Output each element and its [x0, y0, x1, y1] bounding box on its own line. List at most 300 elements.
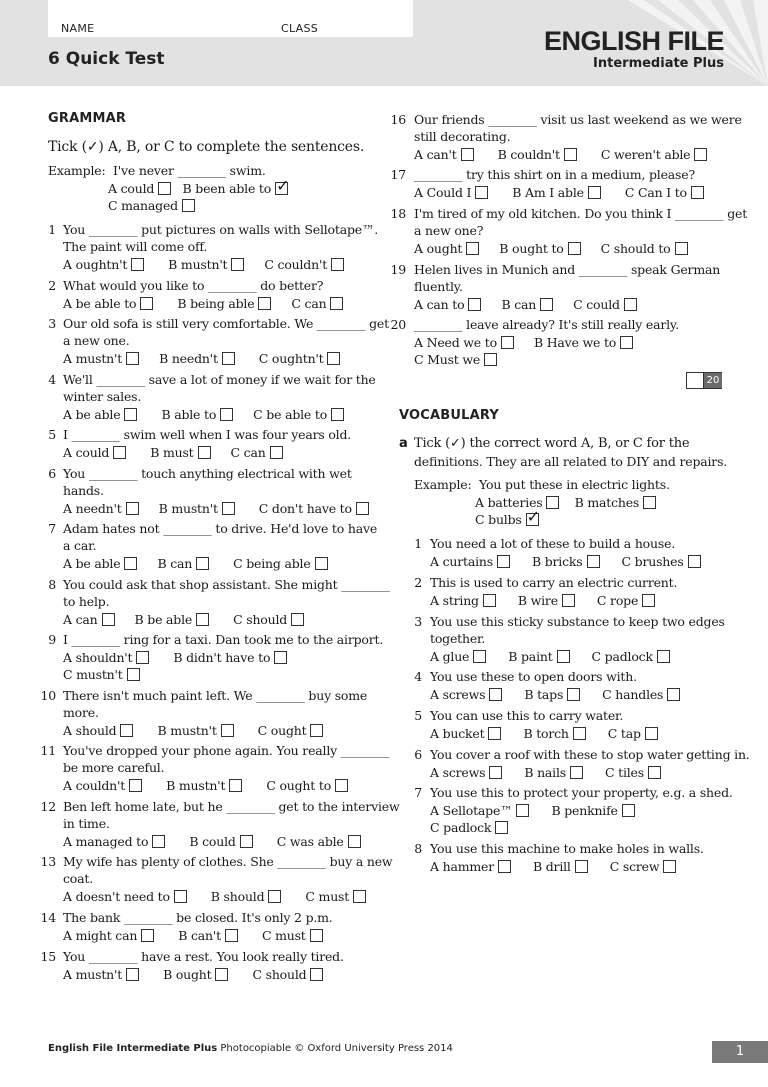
question-text: This is used to carry an electric current. [430, 575, 678, 590]
option-c: C can [230, 445, 266, 460]
question-text-continued: to help. [63, 594, 110, 609]
options-row [430, 765, 661, 781]
question-text: You ________ have a rest. You look really tired. [63, 949, 344, 964]
checkbox-a[interactable] [497, 555, 510, 568]
question-number: 6 [414, 747, 422, 762]
question-text-continued: a car. [63, 538, 97, 553]
checkbox-b[interactable] [564, 148, 577, 161]
name-class-box [48, 0, 413, 37]
option-a: A can to [414, 297, 465, 312]
checkbox-a[interactable] [475, 186, 488, 199]
option-b: B torch [523, 726, 569, 741]
option-b: B nails [524, 765, 566, 780]
checkbox-b[interactable] [567, 688, 580, 701]
checkbox-a[interactable] [126, 968, 139, 981]
question-text: You cover a roof with these to stop water getting in. [430, 747, 750, 762]
checkbox-c[interactable] [648, 766, 661, 779]
option-a: A be able to [63, 296, 137, 311]
checkbox-a[interactable] [102, 613, 115, 626]
option-c: C be able to [253, 407, 328, 422]
checkbox-a[interactable] [516, 804, 529, 817]
question-number: 2 [48, 278, 56, 293]
brand-title: ENGLISH FILE [543, 26, 724, 56]
score-input[interactable] [687, 373, 704, 388]
option-c: C handles [602, 687, 664, 702]
option-c: C should [252, 967, 307, 982]
option-a: A can [63, 612, 98, 627]
question-text: You need a lot of these to build a house. [430, 536, 676, 551]
checkbox-a[interactable] [152, 835, 165, 848]
vocab-example-option-a: A batteries [475, 495, 543, 510]
options-row [430, 593, 655, 609]
option-a: A could [63, 445, 110, 460]
option-b: B can't [178, 928, 221, 943]
question-number: 5 [414, 708, 422, 723]
score-total: 20 [704, 373, 722, 388]
options-row [63, 296, 343, 312]
question-number: 7 [414, 785, 422, 800]
option-c: C was able [276, 834, 344, 849]
question-number: 8 [48, 577, 56, 592]
option-b: B be able [134, 612, 193, 627]
options-row [63, 928, 323, 944]
grammar-score-box [686, 372, 722, 389]
question-text-continued: in time. [63, 816, 110, 831]
checkbox-c[interactable] [310, 968, 323, 981]
checkbox-b[interactable] [643, 496, 656, 509]
page-number: 1 [712, 1041, 768, 1063]
checkbox-b[interactable] [274, 651, 287, 664]
question-number: 6 [48, 466, 56, 481]
checkbox-c[interactable] [335, 779, 348, 792]
checkbox-c[interactable] [667, 688, 680, 701]
checkbox-c[interactable] [348, 835, 361, 848]
option-b: B ought to [499, 241, 564, 256]
question-text: I ________ ring for a taxi. Dan took me to the airport. [63, 632, 384, 647]
option-c: C tiles [605, 765, 644, 780]
example-sentence: I've never ________ swim. [113, 163, 266, 178]
option-b: B mustn't [158, 501, 218, 516]
checkbox-b[interactable] [196, 613, 209, 626]
checkbox-c[interactable] [315, 557, 328, 570]
question-text: Helen lives in Munich and ________ speak German [414, 262, 721, 277]
options-row [430, 820, 508, 836]
checkbox-c[interactable] [663, 860, 676, 873]
question-text: My wife has plenty of clothes. She ________ buy a new [63, 854, 393, 869]
options-row [63, 445, 283, 461]
vocabulary-heading: VOCABULARY [399, 408, 500, 423]
question-text-continued: coat. [63, 871, 93, 886]
example-option-b: B been able to [182, 181, 272, 196]
checkbox-a[interactable] [120, 724, 133, 737]
checkbox-a[interactable] [126, 352, 139, 365]
option-a: A curtains [430, 554, 493, 569]
checkbox-b[interactable] [588, 186, 601, 199]
checkbox-c[interactable] [330, 297, 343, 310]
option-c: C should [233, 612, 288, 627]
question-number: 10 [40, 688, 56, 703]
question-number: 17 [390, 167, 406, 182]
option-c: C weren't able [600, 147, 691, 162]
checkbox-b[interactable] [229, 779, 242, 792]
name-label: NAME [61, 22, 95, 35]
option-a: A can't [414, 147, 457, 162]
checkbox-c[interactable] [691, 186, 704, 199]
checkbox-a[interactable] [126, 502, 139, 515]
brand-subtitle: Intermediate Plus [593, 56, 724, 71]
checkbox-b[interactable] [231, 258, 244, 271]
checkbox-a[interactable] [489, 766, 502, 779]
option-a: A be able [63, 407, 121, 422]
option-b: B mustn't [166, 778, 226, 793]
option-b: B taps [524, 687, 564, 702]
footer [48, 1043, 453, 1054]
option-b: B bricks [531, 554, 583, 569]
checkbox-a[interactable] [498, 860, 511, 873]
checkbox-a[interactable] [466, 242, 479, 255]
checkbox-c[interactable] [657, 650, 670, 663]
checkbox-b[interactable] [620, 336, 633, 349]
option-c: C mustn't [63, 667, 123, 682]
option-b: B able to [161, 407, 217, 422]
checkbox-b[interactable] [568, 242, 581, 255]
checkbox-a[interactable] [140, 297, 153, 310]
option-b: B can [157, 556, 193, 571]
option-a: A managed to [63, 834, 149, 849]
option-b: B Am I able [512, 185, 584, 200]
checkbox-b[interactable] [215, 968, 228, 981]
question-text: I'm tired of my old kitchen. Do you think I ________ get [414, 206, 748, 221]
question-text: You use this sticky substance to keep two edges [430, 614, 725, 629]
checkbox-ticked[interactable] [526, 513, 539, 526]
option-b: B paint [508, 649, 553, 664]
question-text: We'll ________ save a lot of money if we wait for the [63, 372, 376, 387]
checkbox-a[interactable] [129, 779, 142, 792]
options-row [63, 612, 304, 628]
options-row [63, 501, 369, 517]
checkbox-c[interactable] [291, 613, 304, 626]
options-row [414, 352, 497, 368]
option-c: C screw [609, 859, 660, 874]
question-number: 2 [414, 575, 422, 590]
question-number: 7 [48, 521, 56, 536]
option-a: A needn't [63, 501, 122, 516]
question-number: 4 [48, 372, 56, 387]
checkbox-b[interactable] [222, 352, 235, 365]
checkbox-a[interactable] [158, 182, 171, 195]
options-row [430, 859, 676, 875]
question-number: 20 [390, 317, 406, 332]
options-row [430, 649, 670, 665]
question-text-continued: winter sales. [63, 389, 142, 404]
question-number: 8 [414, 841, 422, 856]
option-b: B should [210, 889, 265, 904]
question-text: You can use this to carry water. [430, 708, 624, 723]
checkbox-b[interactable] [587, 555, 600, 568]
checkbox-a[interactable] [488, 727, 501, 740]
option-c: C padlock [430, 820, 492, 835]
question-text: You use this machine to make holes in walls. [430, 841, 704, 856]
header-band [0, 0, 768, 86]
option-c: C could [573, 297, 620, 312]
vocab-example-label: Example: [414, 477, 472, 492]
checkbox-b[interactable] [562, 594, 575, 607]
question-number: 18 [390, 206, 406, 221]
question-text-continued: be more careful. [63, 760, 165, 775]
option-c: C should to [600, 241, 671, 256]
option-a: A shouldn't [63, 650, 133, 665]
checkbox-c[interactable] [688, 555, 701, 568]
option-a: A be able [63, 556, 121, 571]
question-number: 15 [40, 949, 56, 964]
option-b: B needn't [159, 351, 218, 366]
question-text: There isn't much paint left. We ________ buy some [63, 688, 368, 703]
checkbox-a[interactable] [113, 446, 126, 459]
checkbox-ticked[interactable] [275, 182, 288, 195]
checkbox-a[interactable] [546, 496, 559, 509]
checkbox-a[interactable] [461, 148, 474, 161]
option-c: C rope [596, 593, 639, 608]
question-number: 19 [390, 262, 406, 277]
vocab-example-sentence: You put these in electric lights. [479, 477, 670, 492]
option-b: B couldn't [497, 147, 560, 162]
checkbox-b[interactable] [268, 890, 281, 903]
options-row [430, 554, 701, 570]
option-b: B didn't have to [173, 650, 271, 665]
question-text: You could ask that shop assistant. She might ________ [63, 577, 390, 592]
question-text-continued: more. [63, 705, 99, 720]
question-number: 3 [414, 614, 422, 629]
question-text: The bank ________ be closed. It's only 2 p.m. [63, 910, 333, 925]
footer-book-title: English File Intermediate Plus [48, 1043, 218, 1054]
checkbox-a[interactable] [136, 651, 149, 664]
option-c: C can [291, 296, 327, 311]
option-a: A couldn't [63, 778, 126, 793]
checkbox-b[interactable] [570, 766, 583, 779]
checkbox-b[interactable] [196, 557, 209, 570]
checkbox-a[interactable] [483, 594, 496, 607]
checkbox-c[interactable] [356, 502, 369, 515]
checkbox-a[interactable] [501, 336, 514, 349]
question-text: What would you like to ________ do better? [63, 278, 324, 293]
question-text: You use these to open doors with. [430, 669, 637, 684]
checkbox-a[interactable] [124, 408, 137, 421]
question-text: ________ try this shirt on in a medium, please? [414, 167, 695, 182]
option-a: A should [63, 723, 117, 738]
checkbox-b[interactable] [198, 446, 211, 459]
vocabulary-instruction-1: Tick (✓) the correct word A, B, or C for the [414, 436, 690, 451]
question-number: 13 [40, 854, 56, 869]
checkbox-c[interactable] [624, 298, 637, 311]
vocab-example-option-c: C bulbs [475, 512, 522, 527]
options-row [414, 335, 633, 351]
option-c: C Must we [414, 352, 481, 367]
vocabulary-instruction-2: definitions. They are all related to DIY and repairs. [414, 454, 728, 469]
option-b: B mustn't [157, 723, 217, 738]
option-a: A Could I [414, 185, 472, 200]
checkbox-c[interactable] [484, 353, 497, 366]
footer-copyright: Photocopiable © Oxford University Press 2014 [220, 1043, 453, 1054]
checkbox-c[interactable] [127, 668, 140, 681]
option-a: A glue [430, 649, 470, 664]
option-b: B can [501, 297, 537, 312]
option-b: B wire [517, 593, 558, 608]
checkbox-b[interactable] [221, 724, 234, 737]
option-b: B penknife [551, 803, 618, 818]
checkbox-a[interactable] [131, 258, 144, 271]
option-c: C oughtn't [258, 351, 324, 366]
option-c: C must [261, 928, 306, 943]
question-number: 5 [48, 427, 56, 442]
option-c: C Can I to [624, 185, 687, 200]
option-b: B mustn't [168, 257, 228, 272]
question-number: 4 [414, 669, 422, 684]
options-row [63, 967, 323, 983]
option-a: A doesn't need to [63, 889, 170, 904]
checkbox-b[interactable] [540, 298, 553, 311]
question-text: Adam hates not ________ to drive. He'd love to have [63, 521, 378, 536]
option-a: A oughtn't [63, 257, 128, 272]
question-number: 1 [48, 222, 56, 237]
options-row [414, 297, 637, 313]
example-option-a: A could [108, 181, 155, 196]
option-a: A ought [414, 241, 463, 256]
question-text-continued: a new one? [414, 223, 484, 238]
option-c: C couldn't [264, 257, 328, 272]
option-a: A screws [430, 687, 486, 702]
option-b: B could [189, 834, 236, 849]
options-row [63, 650, 287, 666]
question-text: You ________ put pictures on walls with Sellotape™. [63, 222, 379, 237]
options-row [430, 803, 635, 819]
question-text-continued: hands. [63, 483, 104, 498]
question-text: ________ leave already? It's still really early. [414, 317, 679, 332]
grammar-heading: GRAMMAR [48, 111, 127, 126]
vocabulary-part-label: a [399, 436, 408, 451]
options-row [63, 723, 323, 739]
option-a: A might can [63, 928, 138, 943]
vocab-example-option-b: B matches [574, 495, 640, 510]
checkbox-c[interactable] [331, 258, 344, 271]
question-number: 14 [40, 910, 56, 925]
question-text: Our old sofa is still very comfortable. We ________ get [63, 316, 389, 331]
option-b: B ought [163, 967, 212, 982]
checkbox-c[interactable] [331, 408, 344, 421]
question-number: 9 [48, 632, 56, 647]
options-row [63, 667, 140, 683]
example-option-c: C managed [108, 198, 178, 213]
checkbox-c[interactable] [495, 821, 508, 834]
checkbox-b[interactable] [622, 804, 635, 817]
checkbox-c[interactable] [694, 148, 707, 161]
options-row [63, 257, 344, 273]
option-c: C tap [607, 726, 641, 741]
question-number: 1 [414, 536, 422, 551]
checkbox-c[interactable] [182, 199, 195, 212]
options-row [63, 407, 344, 423]
option-b: B being able [177, 296, 255, 311]
question-text-continued: fluently. [414, 279, 463, 294]
option-c: C must [305, 889, 350, 904]
checkbox-a[interactable] [174, 890, 187, 903]
checkbox-b[interactable] [557, 650, 570, 663]
checkbox-c[interactable] [310, 724, 323, 737]
question-text: Ben left home late, but he ________ get to the interview [63, 799, 400, 814]
checkbox-a[interactable] [473, 650, 486, 663]
option-a: A mustn't [63, 351, 123, 366]
checkbox-c[interactable] [642, 594, 655, 607]
option-c: C being able [233, 556, 311, 571]
question-number: 12 [40, 799, 56, 814]
example-label: Example: [48, 163, 106, 178]
checkbox-b[interactable] [573, 727, 586, 740]
checkbox-a[interactable] [141, 929, 154, 942]
checkbox-b[interactable] [240, 835, 253, 848]
checkbox-a[interactable] [468, 298, 481, 311]
question-number: 11 [40, 743, 56, 758]
option-c: C brushes [621, 554, 684, 569]
checkbox-c[interactable] [310, 929, 323, 942]
checkbox-c[interactable] [353, 890, 366, 903]
question-text-continued: a new one. [63, 333, 130, 348]
checkbox-a[interactable] [489, 688, 502, 701]
question-text: You ________ touch anything electrical with wet [63, 466, 352, 481]
option-a: A hammer [430, 859, 494, 874]
option-a: A mustn't [63, 967, 123, 982]
question-number: 16 [390, 112, 406, 127]
checkbox-a[interactable] [124, 557, 137, 570]
grammar-instruction: Tick (✓) A, B, or C to complete the sentences. [48, 139, 365, 155]
option-a: A bucket [430, 726, 485, 741]
options-row [63, 834, 361, 850]
option-a: A Sellotape™ [430, 803, 513, 818]
options-row [63, 778, 348, 794]
checkbox-b[interactable] [575, 860, 588, 873]
question-text-continued: The paint will come off. [63, 239, 208, 254]
options-row [414, 147, 707, 163]
checkbox-b[interactable] [220, 408, 233, 421]
checkbox-c[interactable] [270, 446, 283, 459]
checkbox-c[interactable] [645, 727, 658, 740]
question-text: Our friends ________ visit us last weekend as we were [414, 112, 742, 127]
options-row [414, 241, 688, 257]
checkbox-b[interactable] [225, 929, 238, 942]
options-row [414, 185, 704, 201]
option-a: A string [430, 593, 479, 608]
options-row [63, 351, 340, 367]
question-text: You've dropped your phone again. You really ________ [63, 743, 390, 758]
checkbox-b[interactable] [222, 502, 235, 515]
options-row [63, 889, 366, 905]
option-c: C ought to [266, 778, 332, 793]
option-c: C don't have to [258, 501, 352, 516]
checkbox-b[interactable] [258, 297, 271, 310]
option-b: B drill [532, 859, 571, 874]
checkbox-c[interactable] [675, 242, 688, 255]
options-row [430, 687, 680, 703]
class-label: CLASS [281, 22, 319, 35]
option-c: C ought [257, 723, 307, 738]
question-text-continued: still decorating. [414, 129, 511, 144]
checkbox-c[interactable] [327, 352, 340, 365]
option-b: B must [150, 445, 194, 460]
option-c: C padlock [591, 649, 653, 664]
question-text-continued: together. [430, 631, 486, 646]
options-row [63, 556, 328, 572]
test-title: 6 Quick Test [48, 49, 165, 69]
question-text: You use this to protect your property, e.g. a shed. [430, 785, 733, 800]
option-a: A screws [430, 765, 486, 780]
